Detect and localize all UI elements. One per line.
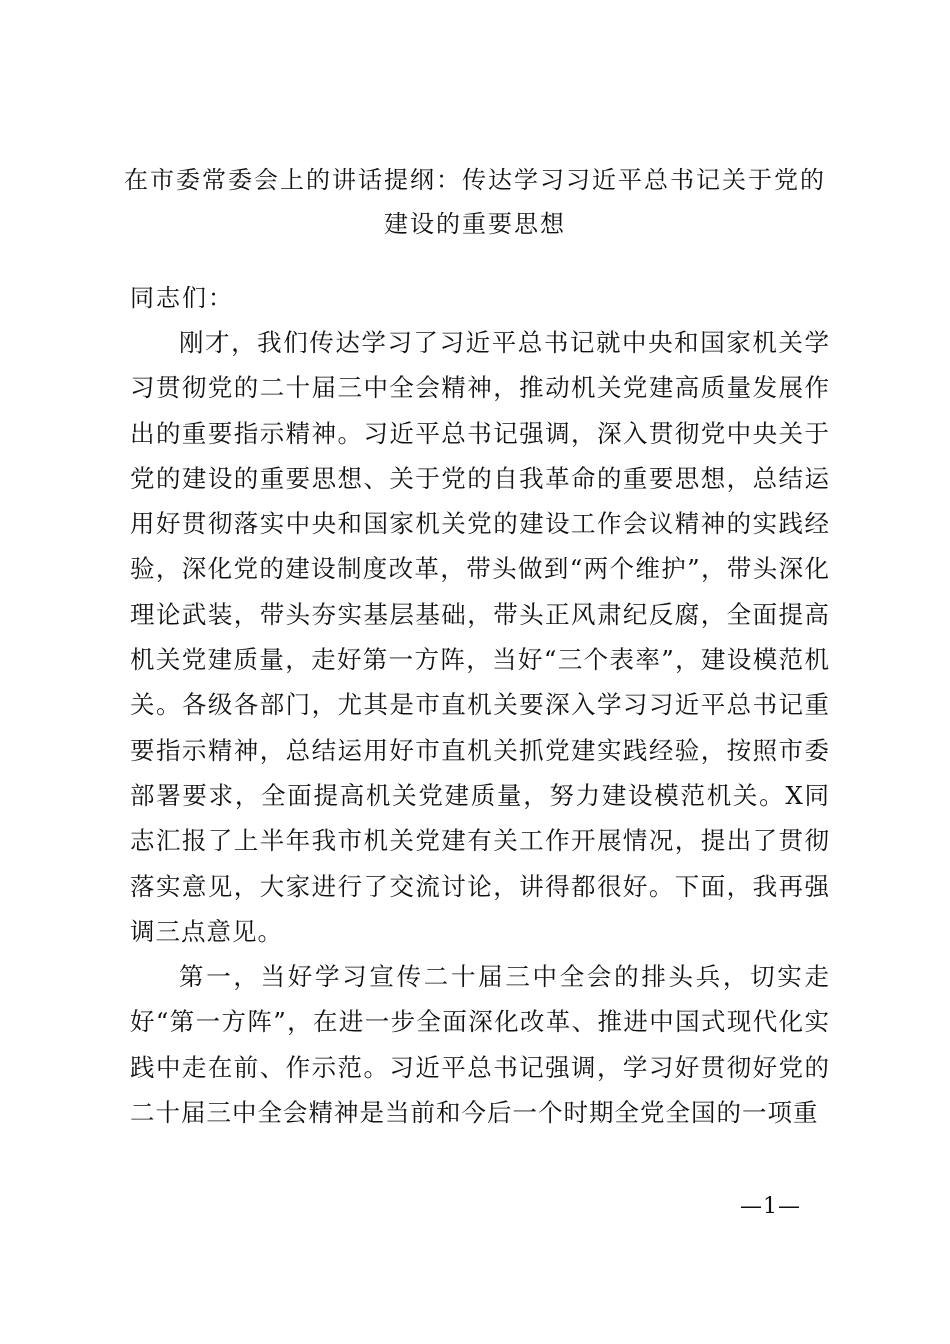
document-body xyxy=(130,320,830,1135)
paragraph-first-point: 第一，当好学习宣传二十届三中全会的排头兵，切实走好“第一方阵”，在进一步全面深化改革、推进中国式现代化实践中走在前、作示范。习近平总书记强调，学习好贯彻好党的二十届三中全会精神是当前和今后一个时期全党全国的一项重 xyxy=(130,962,830,1128)
title-line-2: 建设的重要思想 xyxy=(384,210,566,238)
document-title xyxy=(120,158,830,246)
page-number: —1— xyxy=(740,1194,801,1219)
title-line-1: 在市委常委会上的讲话提纲：传达学习习近平总书记关于党的 xyxy=(124,166,826,194)
paragraph-intro: 刚才，我们传达学习了习近平总书记就中央和国家机关学习贯彻党的二十届三中全会精神，推动机关党建高质量发展作出的重要指示精神。习近平总书记强调，深入贯彻党中央关于党的建设的重要思想、关于党的自我革命的重要思想，总结运用好贯彻落实中央和国家机关党的建设工作会议精神的实践经验，深化党的建设制度改革，带头做到“两个维护”，带头深化理论武装，带头夯实基层基础，带头正风肃纪反腐，全面提高机关党建质量，走好第一方阵，当好“三个表率”，建设模范机关。各级各部门，尤其是市直机关要深入学习习近平总书记重要指示精神，总结运用好市直机关抓党建实践经验，按照市委部署要求，全面提高机关党建质量，努力建设模范机关。X同志汇报了上半年我市机关党建有关工作开展情况，提出了贯彻落实意见，大家进行了交流讨论，讲得都很好。下面，我再强调三点意见。 xyxy=(130,328,830,946)
salutation: 同志们： xyxy=(130,284,234,312)
